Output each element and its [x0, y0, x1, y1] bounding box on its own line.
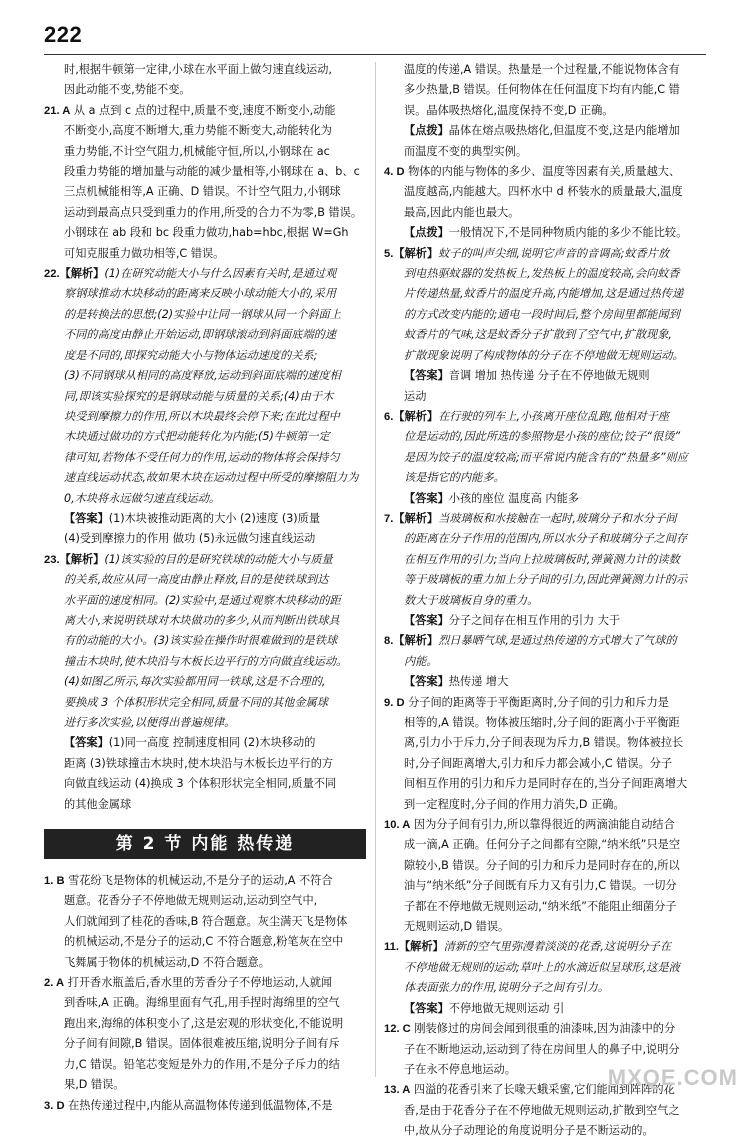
answer-text: 的其他金属球 [64, 797, 132, 811]
text-line: 子都在不停地做无规则运动,“纳米纸”不能阻止细菌分子 [404, 899, 677, 913]
text-line: 分子间的距离等于平衡距离时,分子间的引力和斥力是 [408, 695, 669, 709]
text-line: 不同的高度由静止开始运动,即钢球滚动到斜面底端的速 [64, 328, 337, 342]
text-line: 到电热驱蚊器的发热板上,发热板上的温度较高,会向蚊香 [404, 267, 680, 281]
question-number: 3. D [44, 1099, 65, 1112]
text-line: 刚装修过的房间会闻到很重的油漆味,因为油漆中的分 [414, 1022, 676, 1036]
text-line: 在相互作用的引力;当向上拉玻璃板时,弹簧测力计的读数 [404, 552, 680, 566]
answer-block-21 [44, 101, 366, 264]
text-line: 不断变小,高度不断增大,重力势能不断变大,动能转化为 [64, 124, 332, 138]
answer-block-23 [44, 550, 366, 815]
right-column [384, 60, 706, 1142]
text-line: 的方式改变内能的;通电一段时间后,整个房间里都能闻到 [404, 307, 680, 321]
text-line: 题意。花香分子不停地做无规则运动,运动到空气中, [64, 894, 318, 908]
answer-block-s3-cont [384, 60, 706, 162]
text-line: 从 a 点到 c 点的过程中,质量不变,速度不断变小,动能 [73, 103, 336, 117]
answer-text: 小孩的座位 温度高 内能多 [448, 491, 579, 505]
text-line: 度是不同的,即探究动能大小与物体运动速度的关系; [64, 348, 318, 362]
answer-text: 不停地做无规则运动 引 [448, 1001, 565, 1015]
text-line: 速直线运动状态,故如果木块在运动过程中所受的摩擦阻力为 [64, 471, 359, 485]
text-line: 相等的,A 错误。物体被压缩时,分子间的距离小于平衡距 [404, 716, 680, 729]
text-line: 时,根据牛顿第一定律,小球在水平面上做匀速直线运动, [64, 63, 332, 76]
watermark-logo: MXQE.COM [607, 1065, 738, 1090]
text-line: 最高,因此内能也最大。 [404, 205, 520, 219]
question-number: 9. D [384, 696, 405, 709]
question-number: 21. A [44, 104, 71, 117]
text-line: 误。晶体吸热熔化,温度保持不变,D 正确。 [404, 103, 614, 117]
text-line: 隙较小,B 错误。分子间的引力和斥力是同时存在的,所以 [404, 858, 680, 872]
tip-tag: 【点拨】 [404, 226, 449, 240]
answer-text: (1)同一高度 控制速度相同 (2)木块移动的 [108, 736, 316, 750]
answer-block-s6 [384, 407, 706, 509]
text-line: 段重力势能的增加量与动能的减少量相等,小钢球在 a、b、c [64, 165, 360, 179]
text-line: 力,C 错误。铅笔芯变短是外力的作用,不是分子斥力的结 [64, 1057, 340, 1071]
text-line: 进行多次实验,以便得出普遍规律。 [64, 716, 236, 729]
text-line: 等于玻璃板的重力加上分子间的引力,因此弹簧测力计的示 [404, 573, 688, 587]
text-line: 是因为饺子的温度较高;而平常说内能含有的“热量多”则应 [404, 450, 688, 464]
text-line: (4)如图乙所示,每次实验都用同一铁球,这是不合理的, [64, 675, 326, 689]
text-line: 打开香水瓶盖后,香水里的芳香分子不停地运动,人就闻 [67, 976, 333, 990]
text-line: 的是转换法的思想;(2)实验中让同一钢球从同一个斜面上 [64, 307, 341, 321]
answer-text: 分子之间存在相互作用的引力 大于 [448, 613, 621, 627]
text-line: 内能。 [404, 654, 438, 668]
answer-block-s1 [44, 871, 366, 973]
answer-text: 运动 [404, 389, 427, 403]
answer-tag: 【答案】 [404, 1001, 449, 1015]
text-line: 分子间有间隙,B 错误。固体很难被压缩,说明分子间有斥 [64, 1037, 340, 1051]
text-line: 可知克服重力做功相等,C 错误。 [64, 246, 225, 260]
tip-text: 晶体在熔点吸热熔化,但温度不变,这是内能增加 [448, 124, 680, 138]
answer-block-s7 [384, 509, 706, 631]
answer-tag: 【答案】 [64, 736, 109, 750]
text-line: 离,引力小于斥力,分子间表现为斥力,B 错误。物体被拉长 [404, 736, 684, 750]
text-line: 要换成 3 个体积形状完全相同,质量不同的其他金属球 [64, 695, 328, 709]
text-line: (1)该实验的目的是研究铁球的动能大小与质量 [104, 552, 333, 566]
text-line: 蚊香片的气味,这是蚊香分子扩散到了空气中,扩散现象, [404, 328, 672, 342]
answer-block-22 [44, 264, 366, 550]
text-line: 间相互作用的引力和斥力是同时存在的,当分子间距离增大 [404, 777, 688, 791]
answer-text: (1)木块被推动距离的大小 (2)速度 (3)质量 [108, 511, 321, 525]
question-number: 12. C [384, 1023, 411, 1036]
tip-text: 而温度不变的典型实例。 [404, 144, 528, 158]
left-column [44, 60, 366, 1116]
text-line: 油与“纳米纸”分子间既有斥力又有引力,C 错误。一切分 [404, 879, 677, 893]
text-line: 烈日暴晒气球,是通过热传递的方式增大了气球的 [438, 634, 677, 648]
text-line: 察钢球推动木块移动的距离来反映小球动能大小的,采用 [64, 287, 337, 301]
text-line: 因此动能不变,势能不变。 [64, 83, 191, 97]
text-line: 有的动能的大小。(3)该实验在操作时很难做到的是铁球 [64, 634, 338, 648]
text-line: 该是指它的内能多。 [404, 471, 505, 485]
text-line: 香,是由于花香分子在不停地做无规则运动,扩散到空气之 [404, 1103, 680, 1117]
text-line: 片传递热量,蚊香片的温度升高,内能增加,这是通过热传递 [404, 287, 684, 301]
text-line: 撞击木块时,使木块沿与木板长边平行的方向做直线运动。 [64, 654, 348, 668]
text-line: 雪花纷飞是物体的机械运动,不是分子的运动,A 不符合 [68, 874, 333, 888]
section-title: 第 2 节 内能 热传递 [44, 829, 366, 859]
question-number: 8. [384, 635, 394, 648]
text-line: 跑出来,海绵的体积变小了,这是宏观的形状变化,不能说明 [64, 1016, 344, 1030]
text-line: 水平面的速度相同。(2)实验中,是通过观察木块移动的距 [64, 593, 341, 607]
text-line: 中,故从分子动理论的角度说明分子是不断运动的。 [404, 1124, 654, 1138]
text-line: 蚊子的叫声尖细,说明它声音的音调高;蚊香片放 [438, 246, 670, 260]
tip-tag: 【点拨】 [404, 124, 449, 138]
text-line: 飞舞属于物体的机械运动,D 不符合题意。 [64, 955, 270, 969]
text-line: 小钢球在 ab 段和 bc 段重力做功,hab=hbc,根据 W=Gh [64, 226, 349, 240]
question-number: 11. [384, 941, 399, 954]
question-number: 1. B [44, 875, 65, 888]
answer-tag: 【答案】 [404, 675, 449, 689]
answer-tag: 【答案】 [404, 613, 449, 627]
question-number: 5. [384, 247, 394, 260]
text-line: 同,即该实验探究的是钢球动能与质量的关系;(4)由于木 [64, 389, 334, 403]
answer-tag: 【答案】 [404, 369, 449, 383]
text-line: 到香味,A 正确。海绵里面有气孔,用手捏时海绵里的空气 [64, 996, 340, 1010]
text-line: 物体的内能与物体的多少、温度等因素有关,质量越大、 [408, 165, 681, 179]
text-line: 子在永不停息地运动。 [404, 1062, 516, 1076]
text-line: 0,木块将永远做匀速直线运动。 [64, 491, 221, 505]
analysis-tag: 【解析】 [398, 940, 444, 954]
question-number: 23. [44, 553, 60, 566]
answer-tag: 【答案】 [64, 511, 109, 525]
question-number: 22. [44, 268, 60, 281]
analysis-tag: 【解析】 [393, 634, 439, 648]
header-rule [44, 54, 706, 55]
question-number: 4. D [384, 166, 405, 179]
answer-text: (4)受到摩擦力的作用 做功 (5)永远做匀速直线运动 [64, 532, 316, 546]
text-line: 多少热量,B 错误。任何物体在任何温度下均有内能,C 错 [404, 83, 680, 97]
answer-block-s3 [44, 1096, 366, 1116]
text-line: 到一定程度时,分子间的作用力消失,D 正确。 [404, 797, 625, 811]
text-line: 木块通过做功的方式把动能转化为内能;(5)牛顿第一定 [64, 430, 330, 444]
question-number: 2. A [44, 977, 65, 990]
text-line: 成一滴,A 正确。任何分子之间都有空隙,“纳米纸”只是空 [404, 838, 681, 852]
text-line: (1)在研究动能大小与什么因素有关时,是通过观 [104, 267, 337, 281]
text-line: 离大小,来说明铁球对木块做功的多少,从而判断出铁球具 [64, 613, 340, 627]
answer-text: 向做直线运动 (4)换成 3 个体积形状完全相同,质量不同 [64, 777, 337, 791]
answer-block-s10 [384, 815, 706, 937]
text-line: 三点机械能相等,A 正确、D 错误。不计空气阻力,小钢球 [64, 185, 341, 199]
tip-text: 一般情况下,不是同种物质内能的多少不能比较。 [448, 226, 688, 240]
page-number: 222 [44, 22, 83, 47]
text-line: 清新的空气里弥漫着淡淡的花香,这说明分子在 [443, 940, 672, 954]
text-line: 果,D 错误。 [64, 1078, 125, 1092]
text-line: 运动到最高点只受到重力的作用,所受的合力不为零,B 错误。 [64, 205, 363, 219]
answer-text: 音调 增加 热传递 分子在不停地做无规则 [448, 369, 650, 383]
question-number: 10. A [384, 819, 411, 832]
answer-block-s2 [44, 973, 366, 1095]
text-line: 在热传递过程中,内能从高温物体传递到低温物体,不是 [68, 1098, 333, 1112]
text-line: 因为分子间有引力,所以靠得很近的两滴油能自动结合 [413, 818, 675, 832]
text-line: 块受到摩擦力的作用,所以木块最终会停下来;在此过程中 [64, 409, 340, 423]
answer-block-s11 [384, 937, 706, 1019]
text-line: 当玻璃板和水接触在一起时,玻璃分子和水分子间 [438, 511, 677, 525]
analysis-tag: 【解析】 [59, 552, 105, 566]
answer-block-s9 [384, 693, 706, 815]
text-line: 位是运动的,因此所选的参照物是小孩的座位;饺子“很烫” [404, 430, 681, 444]
answer-text: 热传递 增大 [448, 675, 509, 689]
analysis-tag: 【解析】 [59, 267, 105, 281]
text-line: 温度越高,内能越大。四杯水中 d 杯装水的质量最大,温度 [404, 185, 683, 199]
answer-block-s8 [384, 631, 706, 692]
text-line: 的关系,故应从同一高度由静止释放,目的是使铁球到达 [64, 573, 329, 587]
answer-block-s5 [384, 244, 706, 407]
text-line: 扩散现象说明了构成物体的分子在不停地做无规则运动。 [404, 348, 684, 362]
text-line: 律可知,若物体不受任何力的作用,运动的物体将会保持匀 [64, 450, 340, 464]
text-line: 温度的传递,A 错误。热量是一个过程量,不能说物体含有 [404, 63, 680, 76]
text-line: 在行驶的列车上,小孩离开座位乱跑,他相对于座 [438, 409, 669, 423]
text-line: 体表面张力的作用,说明分子之间有引力。 [404, 981, 609, 995]
analysis-tag: 【解析】 [393, 246, 439, 260]
text-line: 数大于玻璃板自身的重力。 [404, 593, 539, 607]
question-number: 7. [384, 512, 394, 525]
text-line: 无规则运动,D 错误。 [404, 920, 510, 934]
text-line: 子在不断地运动,运动到了待在房间里人的鼻子中,说明分 [404, 1042, 680, 1056]
text-line: 四溢的花香引来了长喙天蛾采蜜,它们能闻到阵阵的花 [413, 1083, 675, 1097]
text-line: (3)不同钢球从相同的高度释放,运动到斜面底端的速度相 [64, 369, 341, 383]
analysis-tag: 【解析】 [393, 409, 439, 423]
answer-tag: 【答案】 [404, 491, 449, 505]
analysis-tag: 【解析】 [393, 511, 439, 525]
text-line: 重力势能,不计空气阻力,机械能守恒,所以,小钢球在 ac [64, 144, 330, 158]
text-line: 的机械运动,不是分子的运动,C 不符合题意,粉笔灰在空中 [64, 935, 344, 949]
question-number: 6. [384, 410, 394, 423]
answer-block-cont [44, 60, 366, 101]
text-line: 不停地做无规则的运动;草叶上的水滴近似呈球形,这是液 [404, 960, 680, 974]
text-line: 人们就闻到了桂花的香味,B 符合题意。灰尘满天飞是物体 [64, 914, 348, 928]
answer-text: 距离 (3)铁球撞击木块时,使木块沿与木板长边平行的方 [64, 756, 334, 770]
text-line: 时,分子间距离增大,引力和斥力都会减小,C 错误。分子 [404, 756, 673, 770]
text-line: 的距离在分子作用的范围内,所以水分子和玻璃分子之间存 [404, 532, 688, 546]
column-divider [375, 62, 376, 1077]
question-number: 13. A [384, 1084, 411, 1097]
answer-block-s4 [384, 162, 706, 244]
